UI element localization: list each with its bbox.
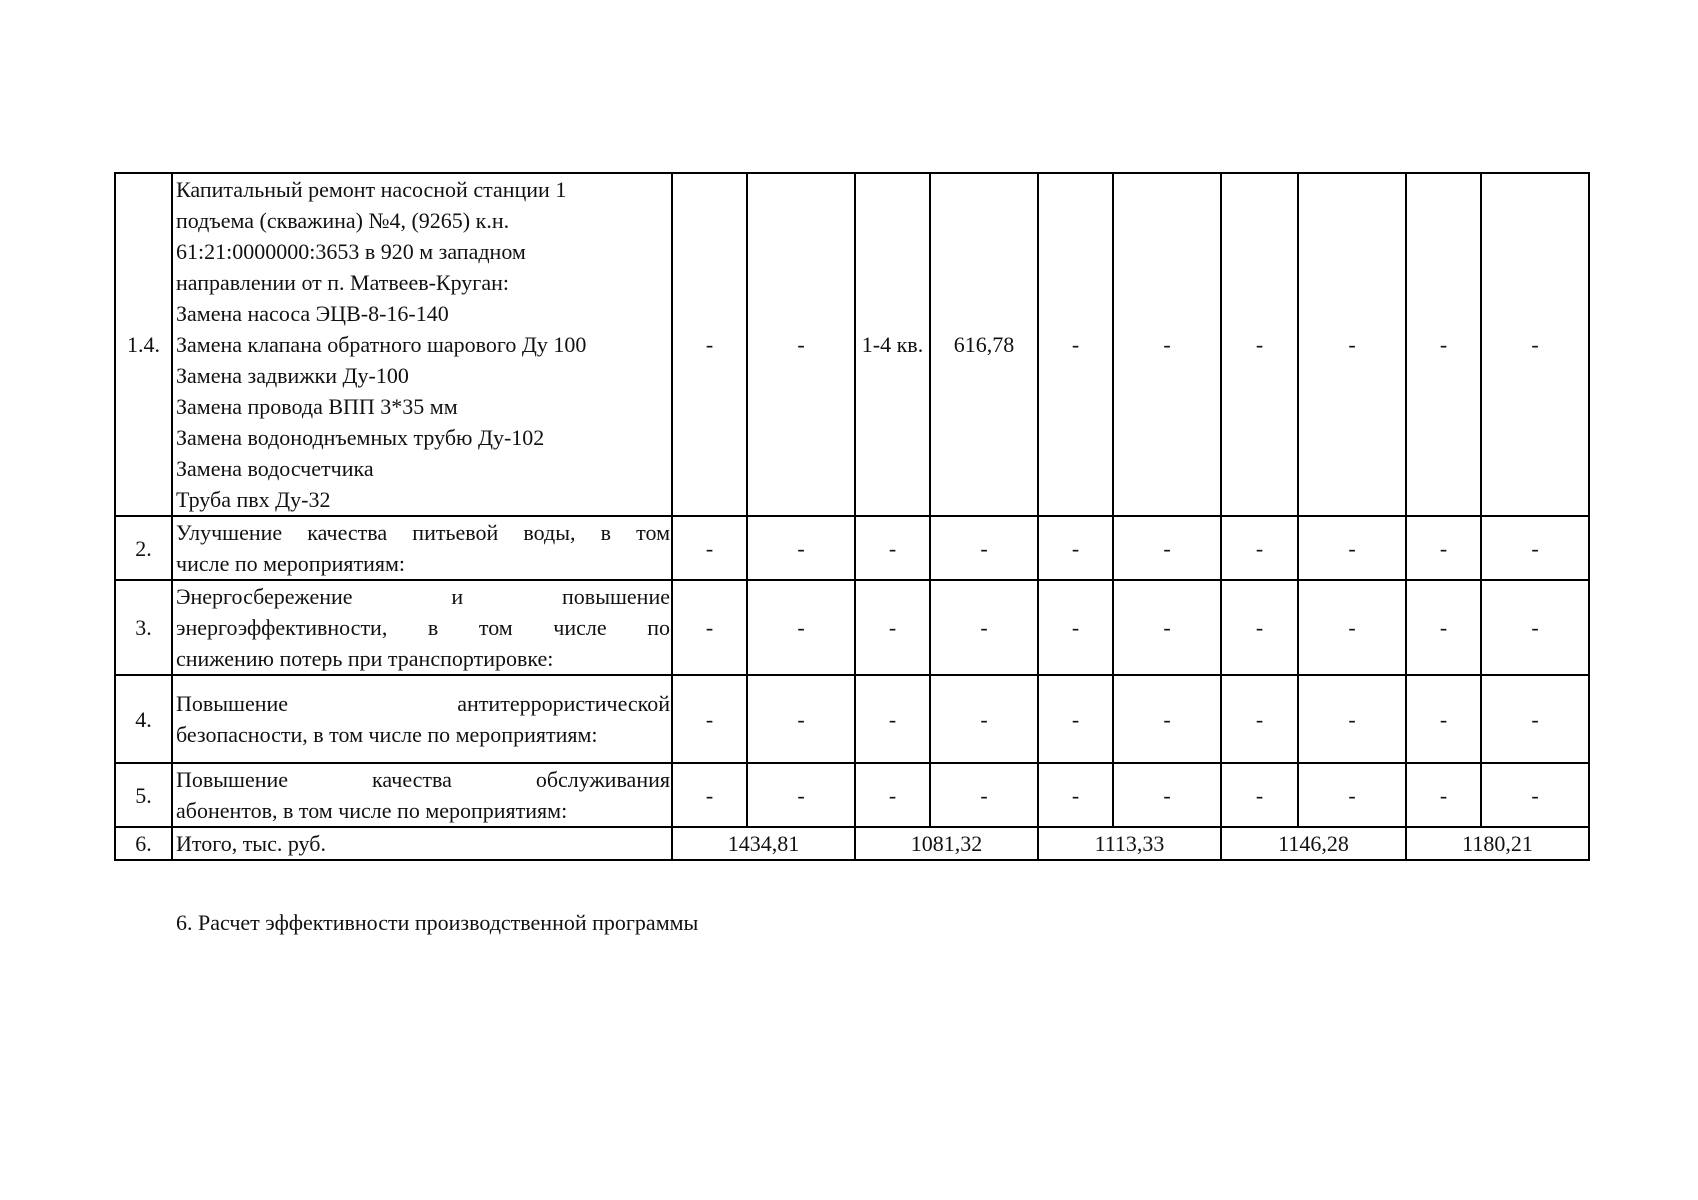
value-cell: - <box>672 763 747 827</box>
section-heading: 6. Расчет эффективности производственной программы <box>176 910 699 935</box>
description-line: 61:21:0000000:3653 в 920 м западном <box>176 239 526 264</box>
description-line: Замена задвижки Ду-100 <box>176 363 409 388</box>
row-number: 1.4. <box>115 173 172 516</box>
description-line: Капитальный ремонт насосной станции 1 <box>176 177 567 202</box>
row-description <box>172 173 672 516</box>
table-row-total <box>115 827 1589 860</box>
value-cell: - <box>672 580 747 675</box>
value-cell: 1-4 кв. <box>855 173 930 516</box>
value-cell: - <box>747 516 855 580</box>
value-cell: - <box>747 580 855 675</box>
row-description <box>172 675 672 763</box>
description-line: Замена водоноднъемных трубю Ду-102 <box>176 425 545 450</box>
value-cell: - <box>855 675 930 763</box>
value-cell: - <box>1298 580 1406 675</box>
value-cell: - <box>855 763 930 827</box>
value-cell: - <box>1221 173 1298 516</box>
total-cell: 1180,21 <box>1406 827 1589 860</box>
row-description <box>172 580 672 675</box>
description-line: числе по мероприятиям: <box>176 551 406 576</box>
value-cell: - <box>1038 580 1113 675</box>
value-cell: - <box>1113 675 1221 763</box>
value-cell: - <box>1221 763 1298 827</box>
value-cell: - <box>1221 516 1298 580</box>
value-cell: - <box>930 516 1038 580</box>
description-line: Улучшение качества питьевой воды, в том <box>176 520 670 545</box>
description-line: Повышение антитеррористической <box>176 691 670 716</box>
table-row <box>115 675 1589 763</box>
total-cell: 1081,32 <box>855 827 1038 860</box>
description-line: Энергосбережение и повышение <box>176 584 670 609</box>
description-line: Замена насоса ЭЦВ-8-16-140 <box>176 301 449 326</box>
value-cell: - <box>1221 675 1298 763</box>
value-cell: - <box>1406 580 1481 675</box>
value-cell: - <box>1406 173 1481 516</box>
row-description: Итого, тыс. руб. <box>172 827 672 860</box>
row-description <box>172 516 672 580</box>
value-cell: - <box>1298 675 1406 763</box>
row-number: 2. <box>115 516 172 580</box>
value-cell: - <box>855 580 930 675</box>
value-cell: - <box>672 173 747 516</box>
value-cell: - <box>930 675 1038 763</box>
value-cell: - <box>1481 675 1589 763</box>
investment-plan-table <box>114 172 1590 861</box>
value-cell: - <box>672 675 747 763</box>
description-line: безопасности, в том числе по мероприятиям: <box>176 722 598 747</box>
value-cell: - <box>855 516 930 580</box>
description-line: Повышение качества обслуживания <box>176 767 670 792</box>
value-cell: - <box>1221 580 1298 675</box>
row-description <box>172 763 672 827</box>
row-number: 3. <box>115 580 172 675</box>
total-cell: 1113,33 <box>1038 827 1221 860</box>
value-cell: - <box>1481 173 1589 516</box>
description-line: абонентов, в том числе по мероприятиям: <box>176 798 568 823</box>
description-line: подъема (скважина) №4, (9265) к.н. <box>176 208 510 233</box>
description-line: Замена водосчетчика <box>176 456 374 481</box>
value-cell: - <box>1038 173 1113 516</box>
value-cell: - <box>930 763 1038 827</box>
value-cell: - <box>930 580 1038 675</box>
value-cell: - <box>1038 763 1113 827</box>
description-line: снижению потерь при транспортировке: <box>176 646 554 671</box>
value-cell: 616,78 <box>930 173 1038 516</box>
value-cell: - <box>1406 763 1481 827</box>
value-cell: - <box>1481 516 1589 580</box>
description-line: Замена провода ВПП 3*35 мм <box>176 394 458 419</box>
value-cell: - <box>1298 173 1406 516</box>
value-cell: - <box>747 173 855 516</box>
table-row <box>115 173 1589 516</box>
row-number: 4. <box>115 675 172 763</box>
value-cell: - <box>1298 763 1406 827</box>
value-cell: - <box>747 763 855 827</box>
table-row <box>115 580 1589 675</box>
description-line: энергоэффективности, в том числе по <box>176 615 670 640</box>
table-row <box>115 763 1589 827</box>
value-cell: - <box>1038 675 1113 763</box>
value-cell: - <box>1406 516 1481 580</box>
value-cell: - <box>672 516 747 580</box>
value-cell: - <box>1113 516 1221 580</box>
value-cell: - <box>747 675 855 763</box>
value-cell: - <box>1481 763 1589 827</box>
value-cell: - <box>1481 580 1589 675</box>
description-line: Труба пвх Ду-32 <box>176 487 331 512</box>
total-cell: 1434,81 <box>672 827 855 860</box>
value-cell: - <box>1113 763 1221 827</box>
row-number: 6. <box>115 827 172 860</box>
value-cell: - <box>1113 173 1221 516</box>
description-line: Замена клапана обратного шарового Ду 100 <box>176 332 587 357</box>
value-cell: - <box>1113 580 1221 675</box>
value-cell: - <box>1298 516 1406 580</box>
table-row <box>115 516 1589 580</box>
row-number: 5. <box>115 763 172 827</box>
description-line: направлении от п. Матвеев-Круган: <box>176 270 509 295</box>
total-cell: 1146,28 <box>1221 827 1406 860</box>
value-cell: - <box>1038 516 1113 580</box>
value-cell: - <box>1406 675 1481 763</box>
